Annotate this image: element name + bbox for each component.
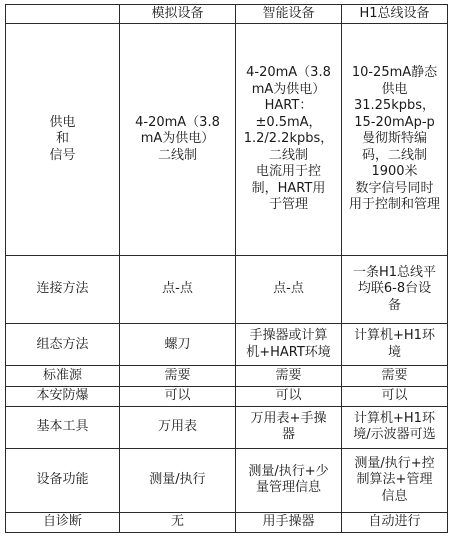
cell-smart: 用手操器 — [236, 512, 342, 532]
cell-h1: 自动进行 — [342, 512, 448, 532]
cell-smart: 需要 — [236, 366, 342, 386]
table-row-self-diagnosis — [6, 512, 448, 532]
cell-h1: 10-25mA静态 供电 31.25kpbs， 15-20mAp-p 曼彻斯特编 码，二线制 1900米 数字信号同时 用于控制和管理 — [342, 24, 448, 256]
cell-h1: 测量/执行+控 制算法+管理 信息 — [342, 449, 448, 513]
row-label: 组态方法 — [6, 324, 120, 366]
table-row-standard-source — [6, 366, 448, 386]
cell-analog: 点-点 — [120, 256, 236, 324]
header-smart-device: 智能设备 — [236, 5, 342, 24]
table-row-power-signal — [6, 24, 448, 256]
cell-analog: 可以 — [120, 386, 236, 406]
cell-smart: 测量/执行+少 量管理信息 — [236, 449, 342, 513]
row-label: 供电 和 信号 — [6, 24, 120, 256]
cell-smart: 4-20mA（3.8 mA为供电） HART： ±0.5mA， 1.2/2.2kpbs， 二线制 电流用于控 制，HART用 于管理 — [236, 24, 342, 256]
cell-analog: 螺刀 — [120, 324, 236, 366]
cell-smart: 万用表+手操 器 — [236, 406, 342, 448]
cell-h1: 需要 — [342, 366, 448, 386]
table-row-basic-tools — [6, 406, 448, 448]
cell-h1: 计算机+H1环 境/示波器可选 — [342, 406, 448, 448]
table-row-connection — [6, 256, 448, 324]
cell-h1: 一条H1总线平 均联6-8台设 备 — [342, 256, 448, 324]
table-row-configuration — [6, 324, 448, 366]
header-blank — [6, 5, 120, 24]
table-row-device-function — [6, 449, 448, 513]
header-analog-device: 模拟设备 — [120, 5, 236, 24]
table-row-intrinsic-safety — [6, 386, 448, 406]
header-row — [6, 5, 448, 24]
cell-analog: 测量/执行 — [120, 449, 236, 513]
header-h1-bus-device: H1总线设备 — [342, 5, 448, 24]
row-label: 设备功能 — [6, 449, 120, 513]
row-label: 自诊断 — [6, 512, 120, 532]
cell-analog: 4-20mA（3.8 mA为供电） 二线制 — [120, 24, 236, 256]
cell-smart: 点-点 — [236, 256, 342, 324]
row-label: 标准源 — [6, 366, 120, 386]
cell-analog: 万用表 — [120, 406, 236, 448]
cell-h1: 可以 — [342, 386, 448, 406]
comparison-table — [5, 4, 448, 533]
row-label: 本安防爆 — [6, 386, 120, 406]
cell-analog: 无 — [120, 512, 236, 532]
cell-analog: 需要 — [120, 366, 236, 386]
cell-h1: 计算机+H1环 境 — [342, 324, 448, 366]
row-label: 连接方法 — [6, 256, 120, 324]
cell-smart: 手操器或计算 机+HART环境 — [236, 324, 342, 366]
cell-smart: 可以 — [236, 386, 342, 406]
row-label: 基本工具 — [6, 406, 120, 448]
